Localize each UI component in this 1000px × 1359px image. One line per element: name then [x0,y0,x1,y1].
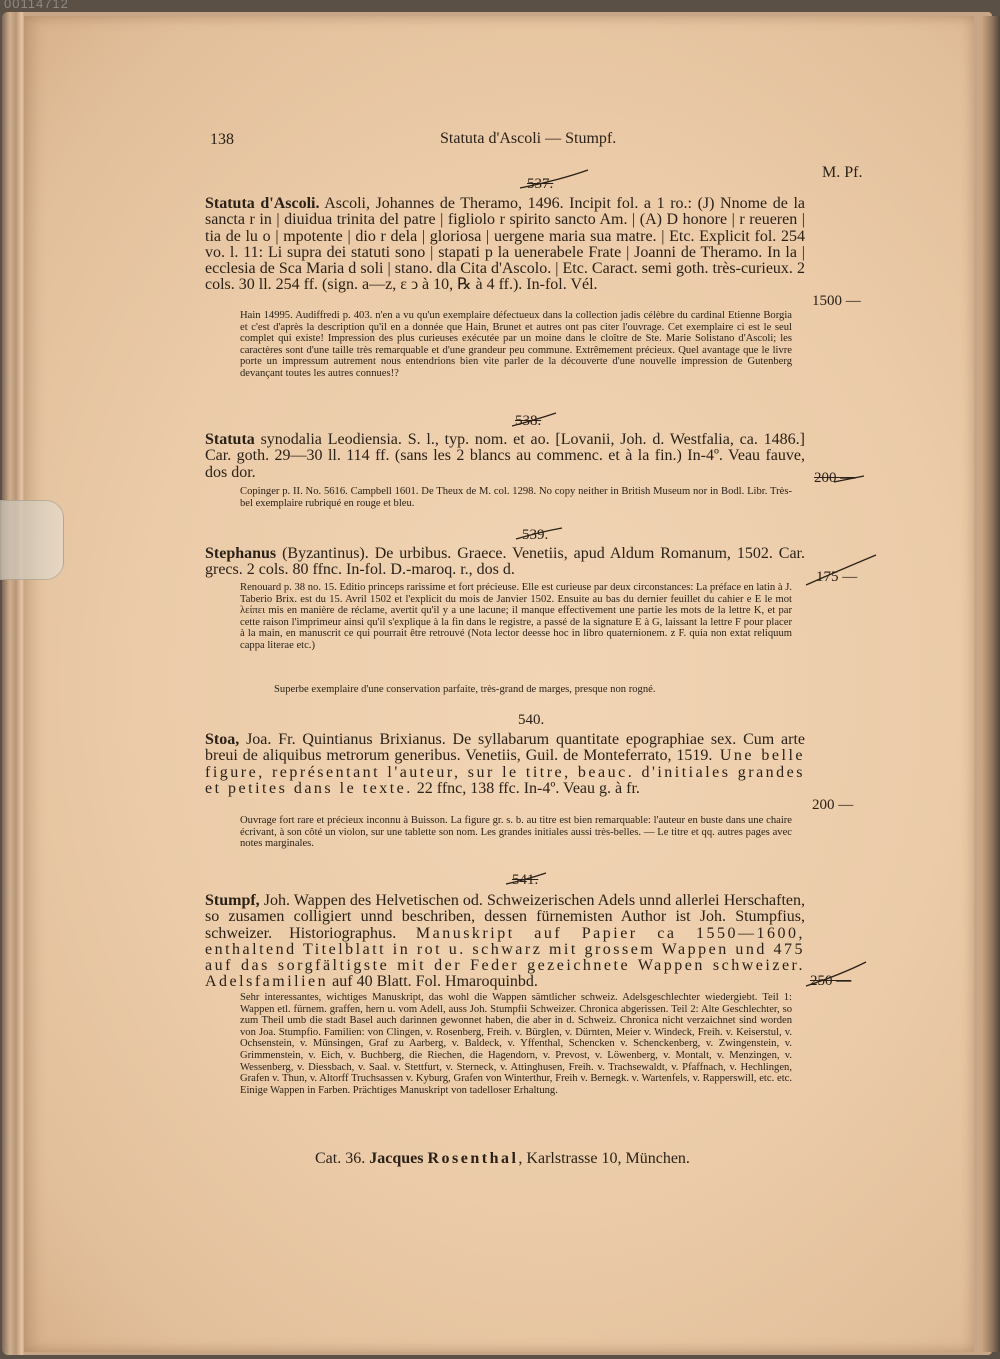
entry-body-spaced: Manuskript auf Papier ca 1550—1600, enthaltend Titelblatt in rot u. schwarz mit grossem Wappen und 475 auf das sorgfältigste mit der Feder gezeichnete Wappen schweizer. Adelsfamilien [205,924,806,991]
firm-address: , Karlstrasse 10, München. [518,1150,690,1167]
entry-heading: Statuta [205,431,255,448]
entry-heading: Statuta d'Ascoli. [205,195,320,212]
entry-price: 200 — [812,797,854,813]
entry-heading: Stoa, [205,731,240,748]
entry-notes: Sehr interessantes, wichtiges Manuskript, das wohl die Wappen sämtlicher schweiz. Adelsgeschlechter wiedergiebt. Teil 1: Wappen etl. fürnem. graffen, hern u. vom Adell, auss Joh. Stumpfii Schweizer. Chronica abgerissen. Teil 2: Alte Geschlechter, so zum Theil umb die stadt Basel auch darinnen gewonnet haben, die aber in d. Schweiz. Chronica nicht verzaichnet sind worden von Joa. Stumpfio. Familien: von Clingen, v. Rosenberg, Freih. v. Bürglen, v. Dürnten, Meier v. Windeck, Freih. v. Keiserstul, v. Ochsenstein, v. Münsingen, Graf zu Aarberg, v. Baldeck, v. Yffenthal, Schencken v. Schenckenberg, v. Zwingenstein, v. Grimmenstein, v. Eich, v. Buchberg, die Riechen, die Hagendorn, v. Prevost, v. Löwenberg, v. Montalt, v. Menzingen, v. Wessenberg, v. Diessbach, v. Saal. v. Stettfurt, v. Sterneck, v. Attinghusen, Freih. v. Trachsewaldt, v. Pfaffnach, v. Hechlingen, Grafen v. Thun, v. Altorff Truchsassen v. Kyburg, Grafen von Winterthur, Freih v. Bernegk. v. Wartenfels, v. Rapperswill, etc. etc. Einige Wappen in Farben. Prächtiges Manuskript von tadelloser Erhaltung. [240,992,792,1096]
entry-notes-extra: Superbe exemplaire d'une conservation parfaite, très-grand de marges, presque non rogné. [274,684,656,695]
strike-mark [512,413,556,426]
entry-notes: Ouvrage fort rare et précieux inconnu à Buisson. La figure gr. s. b. au titre est bien remarquable: l'auteur en buste dans une chaire écrivant, à son côté un violon, sur une tablette son nom. Les grandes initiales aussi très-belles. — Le titre et qq. autres pages avec notes marginales. [240,815,792,850]
entry-number: 537. [527,176,554,192]
strike-mark [806,555,876,585]
entry-number: 539. [522,527,549,543]
strike-mark [806,962,866,986]
strike-mark [520,170,588,188]
entry-notes: Copinger p. II. No. 5616. Campbell 1601. De Theux de M. col. 1298. No copy neither in British Museum nor in Bodl. Libr. Très-bel exemplaire rubriqué en rouge et bleu. [240,486,792,509]
page-number: 138 [210,131,234,148]
entry-body: (Byzantinus). De urbibus. Graece. Venetiis, apud Aldum Romanum, 1502. Car. grecs. 2 cols. 80 ffnc. In-fol. D.-maroq. r., dos d. [205,545,805,579]
entry-body-tail: auf 40 Blatt. Fol. Hmaroquinbd. [328,973,538,991]
price-column-header: M. Pf. [822,164,863,181]
entry-body: Joa. Fr. Quintianus Brixianus. De syllabarum quantitate epographiae sex. Cum arte breui de aliquibus metrorum generibus. Venetiis, Guil. de Monteferrato, 1519. [205,731,805,765]
entry-body: Ascoli, Johannes de Theramo, 1496. Incipit fol. a 1 ro.: (J) Nnome de la sancta r in | diuidua trinita del patre | figliolo r spirito sancto Am. | (A) D honore | r reueren | tia de lu o | mpotente | dio r dela | gloriosa | uergene maria sua matre. | Etc. Explicit fol. 254 vo. l. 11: Li supra dei statuti sono | stapati p la uenerabele Frate | Joanni de Theramo. In la | ecclesia de Sca Maria d soli | stano. dla Cita d'Ascolo. | Etc. Caract. semi goth. très-curieux. 2 cols. 30 ll. 254 ff. (sign. a—z, ε ↄ à 10, ℞ à 4 ff.). In-fol. Vél. [205,195,805,294]
running-title: Statuta d'Ascoli — Stumpf. [440,130,617,147]
entry-notes: Renouard p. 38 no. 15. Editio princeps rarissime et fort précieuse. Elle est curieuse par deux circonstances: La préface en latin à J. Taberio Brix. est du 15. Avril 1502 et l'explicit du mois de Janvier 1502. Ensuite au bas du dernier feuillet du cahier e E le mot λείπει mis en manière de réclame, avertit qu'il y a une lacune; il manque effectivement une partie les mots de la lettre K, et par cette raison l'imprimeur ainsi qu'il s'explique à la fin dans le registre, a passé de la signature E à G, laissant la lettre F pour placer à la main, en manuscrit ce qui pourrait être retrouvé (Nota lector deesse hoc in libro quaternionem. z F. quia non extat reliquum cappa literae etc.) [240,582,792,651]
entry-price: 200 — [814,470,856,486]
entry-notes: Hain 14995. Audiffredi p. 403. n'en a vu qu'un exemplaire défectueux dans la collection jadis célèbre du cardinal Etienne Borgia et c'est d'après la description qu'il en a donnée que Hain, Brunet et autres ont pas citer l'ouvrage. Cet exemplaire ci est le seul complet qui existe! Impression des plus curieuses exécutée par un moine dans le cloître de Ste. Marie Solistano d'Ascoli; les caractères sont d'une taille très remarquable et d'une grandeur peu commune. Extrêmement précieux. Quel avantage que le livre porte un impressum autrement nous entendrions bien vite parler de la découverte d'une nouvelle impression de Gutenberg devançant toutes les autres connues!? [240,310,792,379]
entry-body-tail: 22 ffnc, 138 ffc. In-4º. Veau g. à fr. [412,779,640,797]
entry-number: 538. [515,413,542,429]
scan-id: 00114712 [4,0,69,11]
strike-mark [834,476,864,482]
entry-number: 540. [518,712,545,728]
firm-name: Jacques [369,1150,424,1167]
strike-mark [506,873,546,884]
entry-heading: Stumpf, [205,892,260,909]
entry-body: Joh. Wappen des Helvetischen od. Schweizerischen Adels unnd allerlei Herschaften, so zusamen colligiert unnd beschriben, dessen fürnemisten Author ist Joh. Stumpfius, schweizer. Historiographus. [205,892,805,942]
catalogue-number: Cat. 36. [315,1150,366,1167]
entry-number: 541. [512,872,539,888]
entry-heading: Stephanus [205,545,277,562]
firm-name-spaced: Rosenthal [427,1150,519,1167]
entry-price: 1500 — [812,293,861,309]
entry-price: 175 — [816,569,858,585]
entry-body-spaced: Une belle figure, représentant l'auteur, sur le titre, beauc. d'initiales grandes et petites dans le texte. [205,747,806,797]
entry-body: synodalia Leodiensia. S. l., typ. nom. et ao. [Lovanii, Joh. d. Westfalia, ca. 1486.] Car. goth. 29—30 ll. 114 ff. (sans les 2 blancs au commenc. et à la fin.) In-4º. Veau fauve, dos dor. [205,431,805,481]
strike-mark [516,528,562,539]
entry-price: 250 — [810,973,852,989]
